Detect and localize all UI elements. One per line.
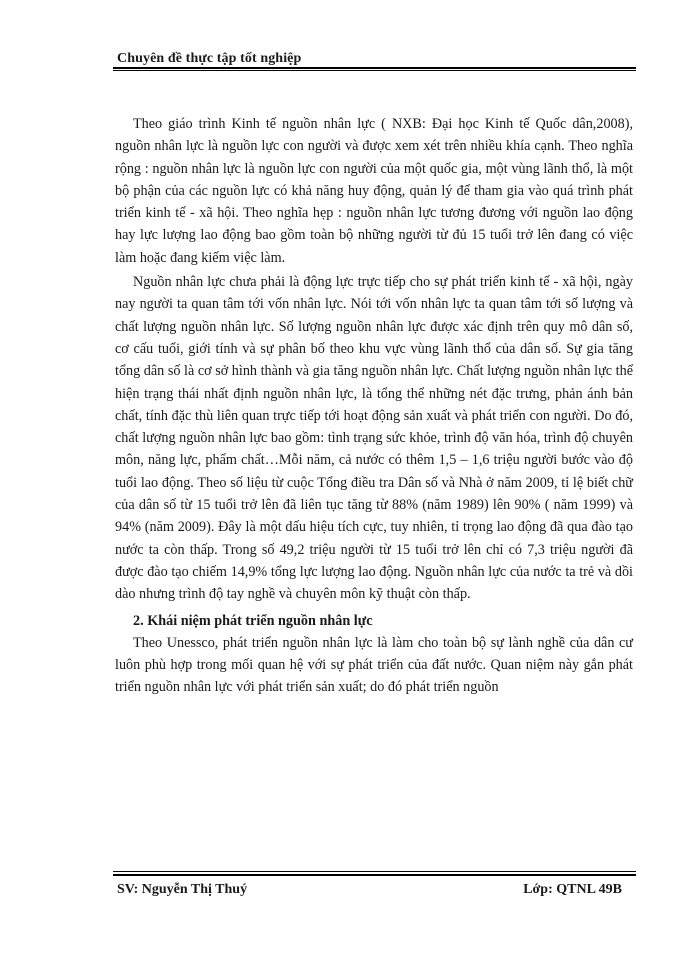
paragraph-human-capital: Nguồn nhân lực chưa phải là động lực trực tiếp cho sự phát triển kinh tế - xã hội, ngày nay người ta quan tâm tới vốn nhân lực. Nói tới vốn nhân lực ta quan tâm tới số lượng và chất lượng nguồn nhân lực. Số lượng nguồn nhân lực được xác định trên quy mô dân số, cơ cấu tuổi, giới tính và sự phân bố theo khu vực vùng lãnh thổ của dân số. Sự gia tăng tổng dân số là cơ sở hình thành và gia tăng nguồn nhân lực. Chất lượng nguồn nhân lực thể hiện trạng thái nhất định nguồn nhân lực, là tổng thể những nét đặc trưng, phản ánh bản chất, tính đặc thù liên quan trực tiếp tới hoạt động sản xuất và phát triển con người. Do đó, chất lượng nguồn nhân lực bao gồm: tình trạng sức khỏe, trình độ văn hóa, trình độ chuyên môn, năng lực, phẩm chất…Mỗi năm, cả nước có thêm 1,5 – 1,6 triệu người bước vào độ tuổi lao động. Theo số liệu từ cuộc Tổng điều tra Dân số và Nhà ở năm 2009, tỉ lệ biết chữ của dân số từ 15 tuổi trở lên đã liên tục tăng từ 88% (năm 1989) lên 90% ( năm 1999) và 94% (năm 2009). Đây là một dấu hiệu tích cực, tuy nhiên, tỉ trọng lao động đã qua đào tạo nước ta còn thấp. Trong số 49,2 triệu người từ 15 tuổi trở lên chỉ có 7,3 triệu người đã được đào tạo chiếm 14,9% tổng lực lượng lao động. Nguồn nhân lực của nước ta trẻ và dồi dào nhưng trình độ tay nghề và chuyên môn kỹ thuật còn thấp. — [115, 274, 633, 603]
paragraph-development: Theo Unessco, phát triển nguồn nhân lực là làm cho toàn bộ sự lành nghề của dân cư luôn phù hợp trong mối quan hệ với sự phát triển của đất nước. Quan niệm này gắn phát triển nguồn nhân lực với phát triển sản xuất; do đó phát triển nguồn — [115, 634, 633, 696]
footer-class: Lớp: QTNL 49B — [523, 882, 622, 897]
header-rule-thin — [113, 70, 636, 71]
footer-rule-thin — [113, 871, 636, 872]
paragraph-definition: Theo giáo trình Kinh tế nguồn nhân lực ( NXB: Đại học Kinh tế Quốc dân,2008), nguồn nhân lực là nguồn lực con người và được xem xét trên nhiều khía cạnh. Theo nghĩa rộng : nguồn nhân lực là nguồn lực con người của một quốc gia, một vùng lãnh thổ, là một bộ phận của các nguồn lực có khả năng huy động, quản lý để tham gia vào quá trình phát triển kinh tế - xã hội. Theo nghĩa hẹp : nguồn nhân lực tương đương với nguồn lao động hay lực lượng lao động bao gồm toàn bộ những người từ đủ 15 tuổi trở lên đang có việc làm hoặc đang kiếm việc làm. — [115, 116, 633, 266]
page-body — [115, 113, 633, 698]
footer-rule — [113, 874, 636, 876]
section-heading: 2. Khái niệm phát triển nguồn nhân lực — [133, 612, 373, 629]
header-rule — [113, 67, 636, 69]
header-title: Chuyên đề thực tập tốt nghiệp — [117, 51, 302, 66]
footer-student-name: SV: Nguyễn Thị Thuý — [117, 882, 248, 897]
